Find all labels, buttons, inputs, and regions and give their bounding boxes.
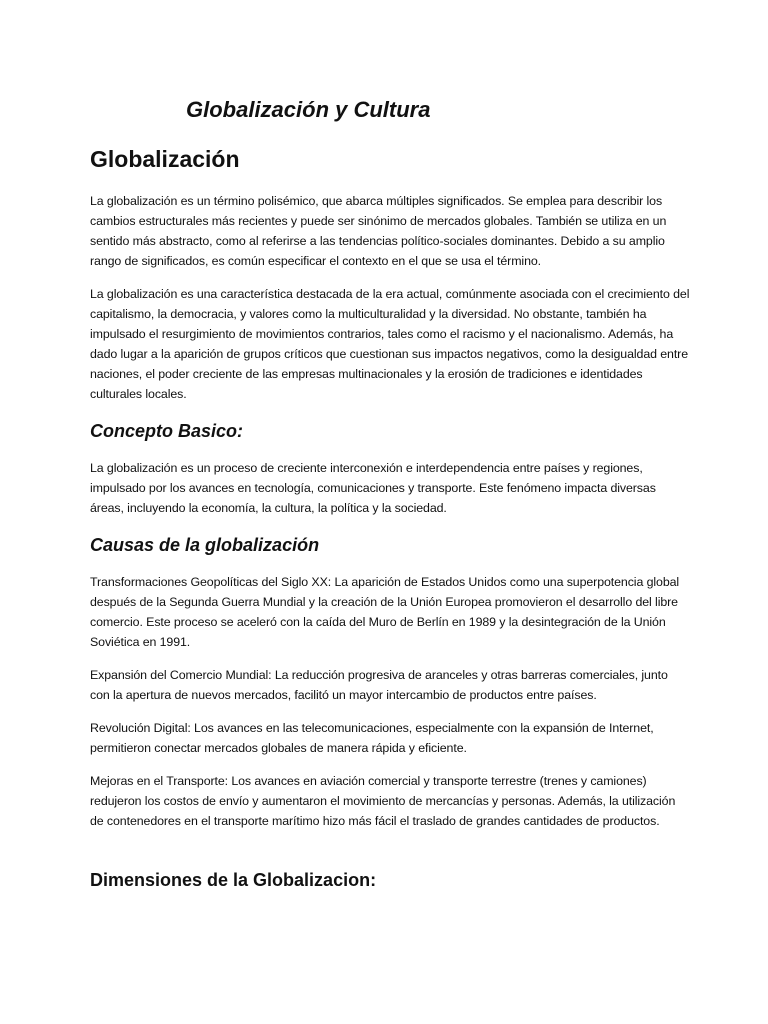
heading-causas: Causas de la globalización (90, 535, 320, 555)
intro-paragraph-1: La globalización es un término polisémico, que abarca múltiples significados. Se emplea para describir los cambios estructurales más recientes y puede ser sinónimo de mercados globales. También se utiliza en un sentido más abstracto, como al referirse a las tendencias político-sociales dominantes. Debido a su amplio rango de significados, es común especificar el contexto en el que se usa el término. (90, 194, 667, 268)
cause-paragraph-transport: Mejoras en el Transporte: Los avances en aviación comercial y transporte terrestre (trenes y camiones) redujeron los costos de envío y aumentaron el movimiento de mercancías y personas. Además, la utilización de contenedores en el transporte marítimo hizo más fácil el traslado de grandes cantidades de productos. (90, 774, 676, 828)
heading-concepto-basico: Concepto Basico: (90, 421, 244, 441)
heading-globalizacion: Globalización (90, 146, 240, 172)
cause-paragraph-geopolitics: Transformaciones Geopolíticas del Siglo XX: La aparición de Estados Unidos como una superpotencia global después de la Segunda Guerra Mundial y la creación de la Unión Europea promovieron el desarrollo del libre comercio. Este proceso se aceleró con la caída del Muro de Berlín en 1989 y la desintegración de la Unión Soviética en 1991. (90, 575, 680, 649)
cause-paragraph-commerce: Expansión del Comercio Mundial: La reducción progresiva de aranceles y otras barreras comerciales, junto con la apertura de nuevos mercados, facilitó un mayor intercambio de productos entre países. (90, 668, 668, 702)
concept-paragraph: La globalización es un proceso de creciente interconexión e interdependencia entre países y regiones, impulsado por los avances en tecnología, comunicaciones y transporte. Este fenómeno impacta diversas áreas, incluyendo la economía, la cultura, la política y la sociedad. (90, 461, 656, 515)
heading-dimensiones: Dimensiones de la Globalizacion: (90, 870, 377, 890)
intro-paragraph-2: La globalización es una característica destacada de la era actual, comúnmente asociada con el crecimiento del capitalismo, la democracia, y valores como la multiculturalidad y la diversidad. No obstante, también ha impulsado el resurgimiento de movimientos contrarios, tales como el racismo y el nacionalismo. Además, ha dado lugar a la aparición de grupos críticos que cuestionan sus impactos negativos, como la desigualdad entre naciones, el poder creciente de las empresas multinacionales y la erosión de tradiciones e identidades culturales locales. (90, 287, 690, 401)
document-title: Globalización y Cultura (186, 97, 431, 122)
cause-paragraph-digital: Revolución Digital: Los avances en las telecomunicaciones, especialmente con la expansión de Internet, permitieron conectar mercados globales de manera rápida y eficiente. (90, 721, 654, 755)
